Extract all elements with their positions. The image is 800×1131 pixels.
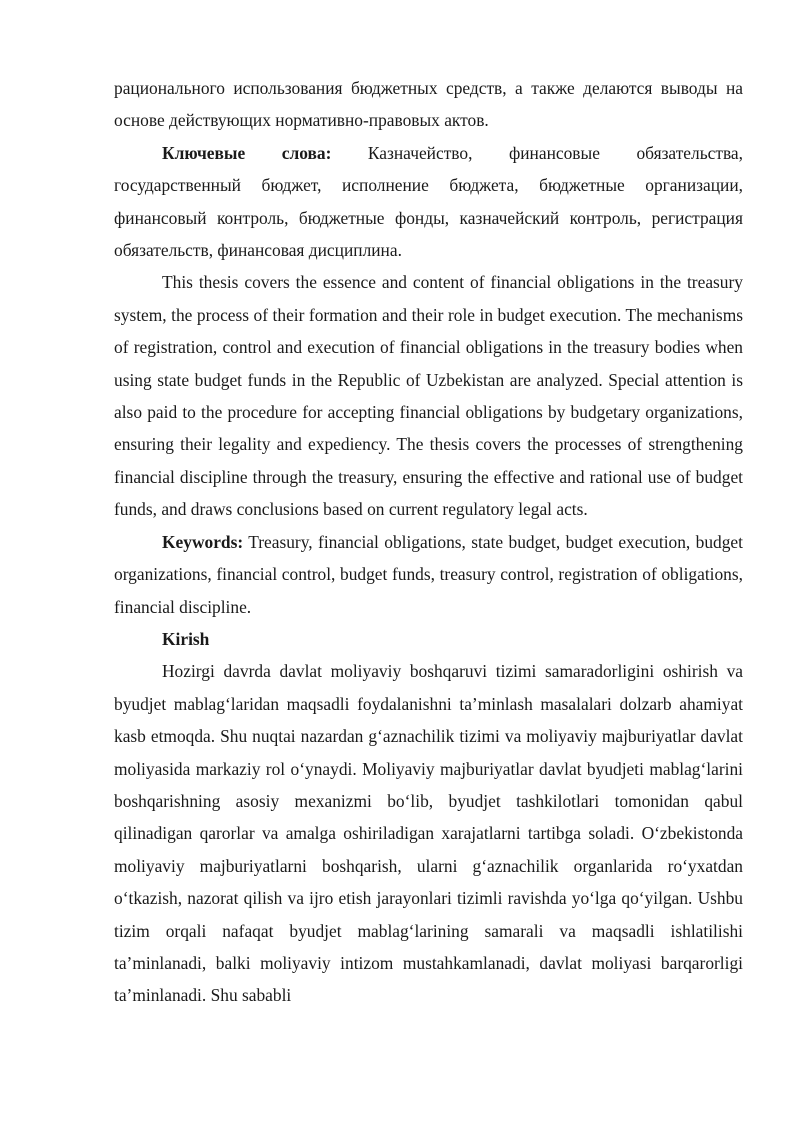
english-keywords-text: Treasury, financial obligations, state budget, budget execution, budget organizations, financial control, budget funds, treasury control, registration of obligations, financial discipline.	[114, 531, 743, 617]
document-page	[114, 72, 743, 1012]
introduction-body: Hozirgi davrda davlat moliyaviy boshqaruvi tizimi samaradorligini oshirish va byudjet mablag‘laridan maqsadli foydalanishni ta’minlash masalalari dolzarb ahamiyat kasb etmoqda. Shu nuqtai nazardan g‘aznachilik tizimi va moliyaviy majburiyatlar davlat moliyasida markaziy rol o‘ynaydi. Moliyaviy majburiyatlar davlat byudjeti mablag‘larini boshqarishning asosiy mexanizmi bo‘lib, byudjet tashkilotlari tomonidan qabul qilinadigan qarorlar va amalga oshiriladigan xarajatlarni tartibga soladi. O‘zbekistonda moliyaviy majburiyatlarni boshqarish, ularni g‘aznachilik organlarida ro‘yxatdan o‘tkazish, nazorat qilish va ijro etish jarayonlari tizimli ravishda yo‘lga qo‘yilgan. Ushbu tizim orqali nafaqat byudjet mablag‘larining samarali va maqsadli ishlatilishi ta’minlanadi, balki moliyaviy intizom mustahkamlanadi, davlat moliyasi barqarorligi ta’minlanadi. Shu sababli	[114, 661, 743, 1006]
russian-keywords-paragraph	[114, 137, 743, 267]
english-abstract: This thesis covers the essence and content of financial obligations in the treasury system, the process of their formation and their role in budget execution. The mechanisms of registration, control and execution of financial obligations in the treasury bodies when using state budget funds in the Republic of Uzbekistan are analyzed. Special attention is also paid to the procedure for accepting financial obligations by budgetary organizations, ensuring their legality and expediency. The thesis covers the processes of strengthening financial discipline through the treasury, ensuring the effective and rational use of budget funds, and draws conclusions based on current regulatory legal acts.	[114, 272, 743, 520]
russian-keywords-label: Ключевые слова:	[162, 142, 332, 163]
introduction-heading: Kirish	[162, 628, 210, 649]
russian-abstract-ending: рационального использования бюджетных средств, а также делаются выводы на основе действующих нормативно-правовых актов.	[114, 78, 743, 131]
english-keywords-paragraph	[114, 526, 743, 623]
english-keywords-label: Keywords:	[162, 531, 244, 552]
russian-keywords-text: Казначейство, финансовые обязательства, государственный бюджет, исполнение бюджета, бюджетные организации, финансовый контроль, бюджетные фонды, казначейский контроль, регистрация обязательств, финансовая дисциплина.	[114, 142, 743, 261]
